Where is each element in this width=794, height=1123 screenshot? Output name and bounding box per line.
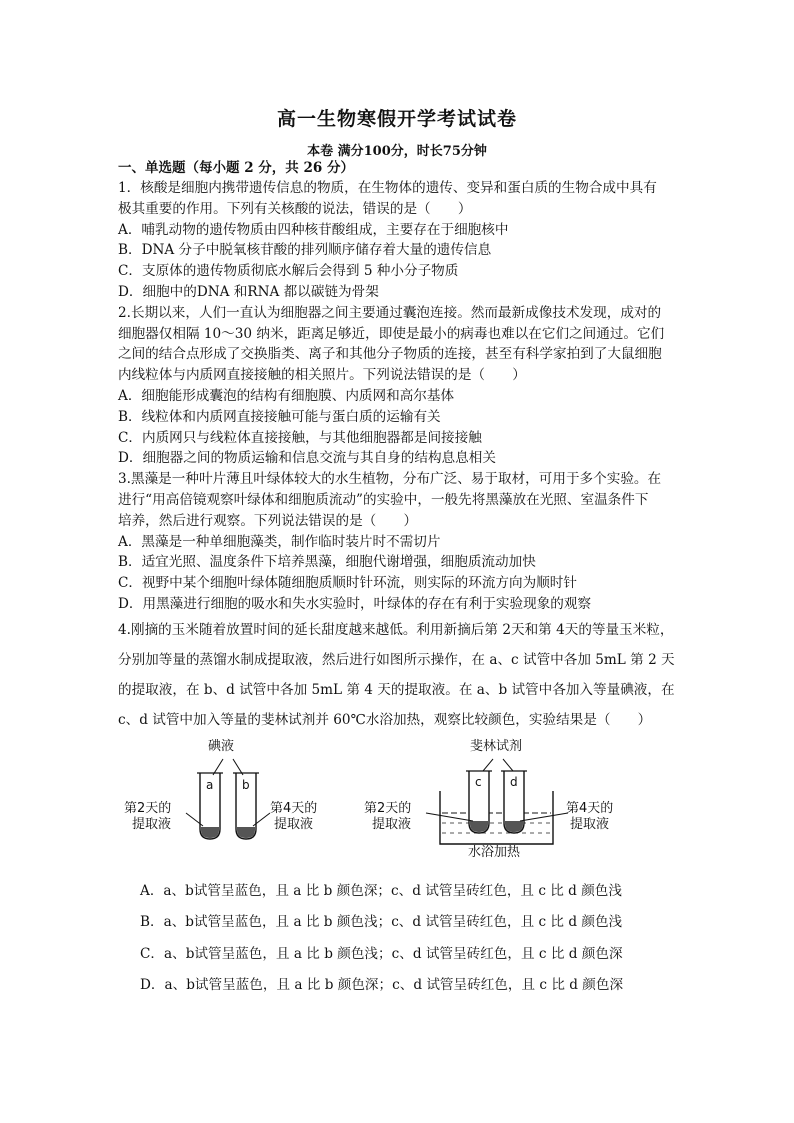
experiment-figure	[118, 738, 678, 876]
iodine-tubes	[186, 759, 270, 839]
option-b: B．a、b试管呈蓝色，且 a 比 b 颜色浅；c、d 试管呈砖红色，且 c 比 d 颜色浅	[140, 914, 623, 931]
water-bath-label: 水浴加热	[468, 844, 521, 860]
question-stem-line: 细胞器仅相隔 10～30 纳米，距离足够近，即使是最小的病毒也难以在它们之间通过。它们	[118, 325, 665, 342]
question-3	[118, 469, 678, 615]
question-stem-line: 2.长期以来，人们一直认为细胞器之间主要通过囊泡连接。然而最新成像技术发现，成对的	[118, 304, 662, 321]
option-a: A．哺乳动物的遗传物质由四种核苷酸组成，主要存在于细胞核中	[118, 221, 509, 238]
fehling-label: 斐林试剂	[470, 738, 523, 754]
tube-c-liquid	[470, 821, 488, 832]
question-stem-line: 分别加等量的蒸馏水制成提取液，然后进行如图所示操作，在 a、c 试管中各加 5mL 第 2 天	[118, 651, 675, 668]
tube-a-liquid	[201, 827, 219, 838]
option-d: D．细胞器之间的物质运输和信息交流与其自身的结构息息相关	[118, 450, 496, 467]
exam-body	[118, 158, 678, 1002]
question-stem-line: 的提取液，在 b、d 试管中各加 5mL 第 4 天的提取液。在 a、b 试管中各加入等量碘液，在	[118, 681, 675, 698]
day2-label-line1: 第2天的	[124, 800, 172, 816]
question-1	[118, 178, 678, 303]
day4-label-line1: 第4天的	[270, 800, 318, 816]
exam-title: 高一生物寒假开学考试试卷	[276, 108, 517, 130]
question-stem-line: 之间的结合点形成了交换脂类、离子和其他分子物质的连接，甚至有科学家拍到了大鼠细胞	[118, 346, 662, 363]
option-c: C．内质网只与线粒体直接接触，与其他细胞器都是间接接触	[118, 429, 482, 446]
pointer-left	[426, 813, 473, 821]
option-c: C．a、b试管呈蓝色，且 a 比 b 颜色浅；c、d 试管呈砖红色，且 c 比 d 颜色深	[140, 945, 623, 962]
question-stem-line: 3.黑藻是一种叶片薄且叶绿体较大的水生植物，分布广泛、易于取材，可用于多个实验。在	[118, 471, 662, 488]
tube-b-label: b	[242, 777, 250, 792]
question-stem-line: 1．核酸是细胞内携带遗传信息的物质，在生物体的遗传、变异和蛋白质的生物合成中具有	[118, 180, 657, 196]
tube-a-label: a	[206, 777, 214, 792]
option-a: A．a、b试管呈蓝色，且 a 比 b 颜色深；c、d 试管呈砖红色，且 c 比 d 颜色浅	[140, 882, 622, 899]
option-c: C．视野中某个细胞叶绿体随细胞质顺时针环流，则实际的环流方向为顺时针	[118, 575, 577, 592]
question-2	[118, 303, 678, 469]
option-a: A．黑藻是一种单细胞藻类，制作临时装片时不需切片	[118, 533, 441, 550]
option-b: B．DNA 分子中脱氧核苷酸的排列顺序储存着大量的遗传信息	[118, 242, 492, 259]
day4-label-line2: 提取液	[570, 816, 610, 832]
question-stem-line: 极其重要的作用。下列有关核酸的说法，错误的是（ ）	[118, 200, 472, 217]
option-b: B．线粒体和内质网直接接触可能与蛋白质的运输有关	[118, 408, 441, 425]
tube-b-liquid	[237, 827, 255, 838]
pointer-right	[520, 813, 568, 821]
water-bath-beaker	[440, 791, 553, 844]
reagent-line-c	[483, 759, 493, 771]
day2-label-line2: 提取液	[132, 816, 172, 832]
option-d: D．用黑藻进行细胞的吸水和失水实验时，叶绿体的存在有利于实验现象的观察	[118, 595, 592, 612]
day2-label-line1: 第2天的	[364, 800, 412, 816]
reagent-line-d	[503, 759, 513, 771]
question-stem-line: 4.刚摘的玉米随着放置时间的延长甜度越来越低。利用新摘后第 2天和第 4天的等量玉米粒，	[118, 621, 674, 638]
option-d: D．细胞中的DNA 和RNA 都以碳链为骨架	[118, 283, 379, 300]
tube-d-liquid	[505, 821, 523, 832]
exam-subtitle: 本卷 满分100分，时长75分钟	[307, 144, 487, 159]
option-c: C．支原体的遗传物质彻底水解后会得到 5 种小分子物质	[118, 263, 459, 280]
option-b: B．适宜光照、温度条件下培养黑藻，细胞代谢增强，细胞质流动加快	[118, 554, 536, 571]
fehling-setup	[426, 759, 568, 844]
day4-label-line1: 第4天的	[566, 800, 614, 816]
iodine-label: 碘液	[208, 738, 235, 754]
option-d: D．a、b试管呈蓝色，且 a 比 b 颜色深；c、d 试管呈砖红色，且 c 比 d 颜色深	[140, 977, 624, 994]
question-stem-line: 内线粒体与内质网直接接触的相关照片。下列说法错误的是（ ）	[118, 367, 526, 384]
day4-label-line2: 提取液	[274, 816, 314, 832]
question-stem-line: c、d 试管中加入等量的斐林试剂并 60℃水浴加热，观察比较颜色，实验结果是（ ）	[118, 711, 652, 728]
tube-d-label: d	[510, 774, 518, 789]
section-heading: 一、单选题（每小题 2 分，共 26 分）	[118, 160, 354, 176]
question-stem-line: 培养，然后进行观察。下列说法错误的是（ ）	[118, 512, 418, 529]
day2-label-line2: 提取液	[372, 816, 412, 832]
tube-c-label: c	[475, 774, 482, 789]
question-stem-line: 进行“用高倍镜观察叶绿体和细胞质流动”的实验中，一般先将黑藻放在光照、室温条件下	[118, 491, 649, 508]
option-a: A．细胞能形成囊泡的结构有细胞膜、内质网和高尔基体	[118, 387, 455, 404]
question-4	[118, 615, 678, 1002]
